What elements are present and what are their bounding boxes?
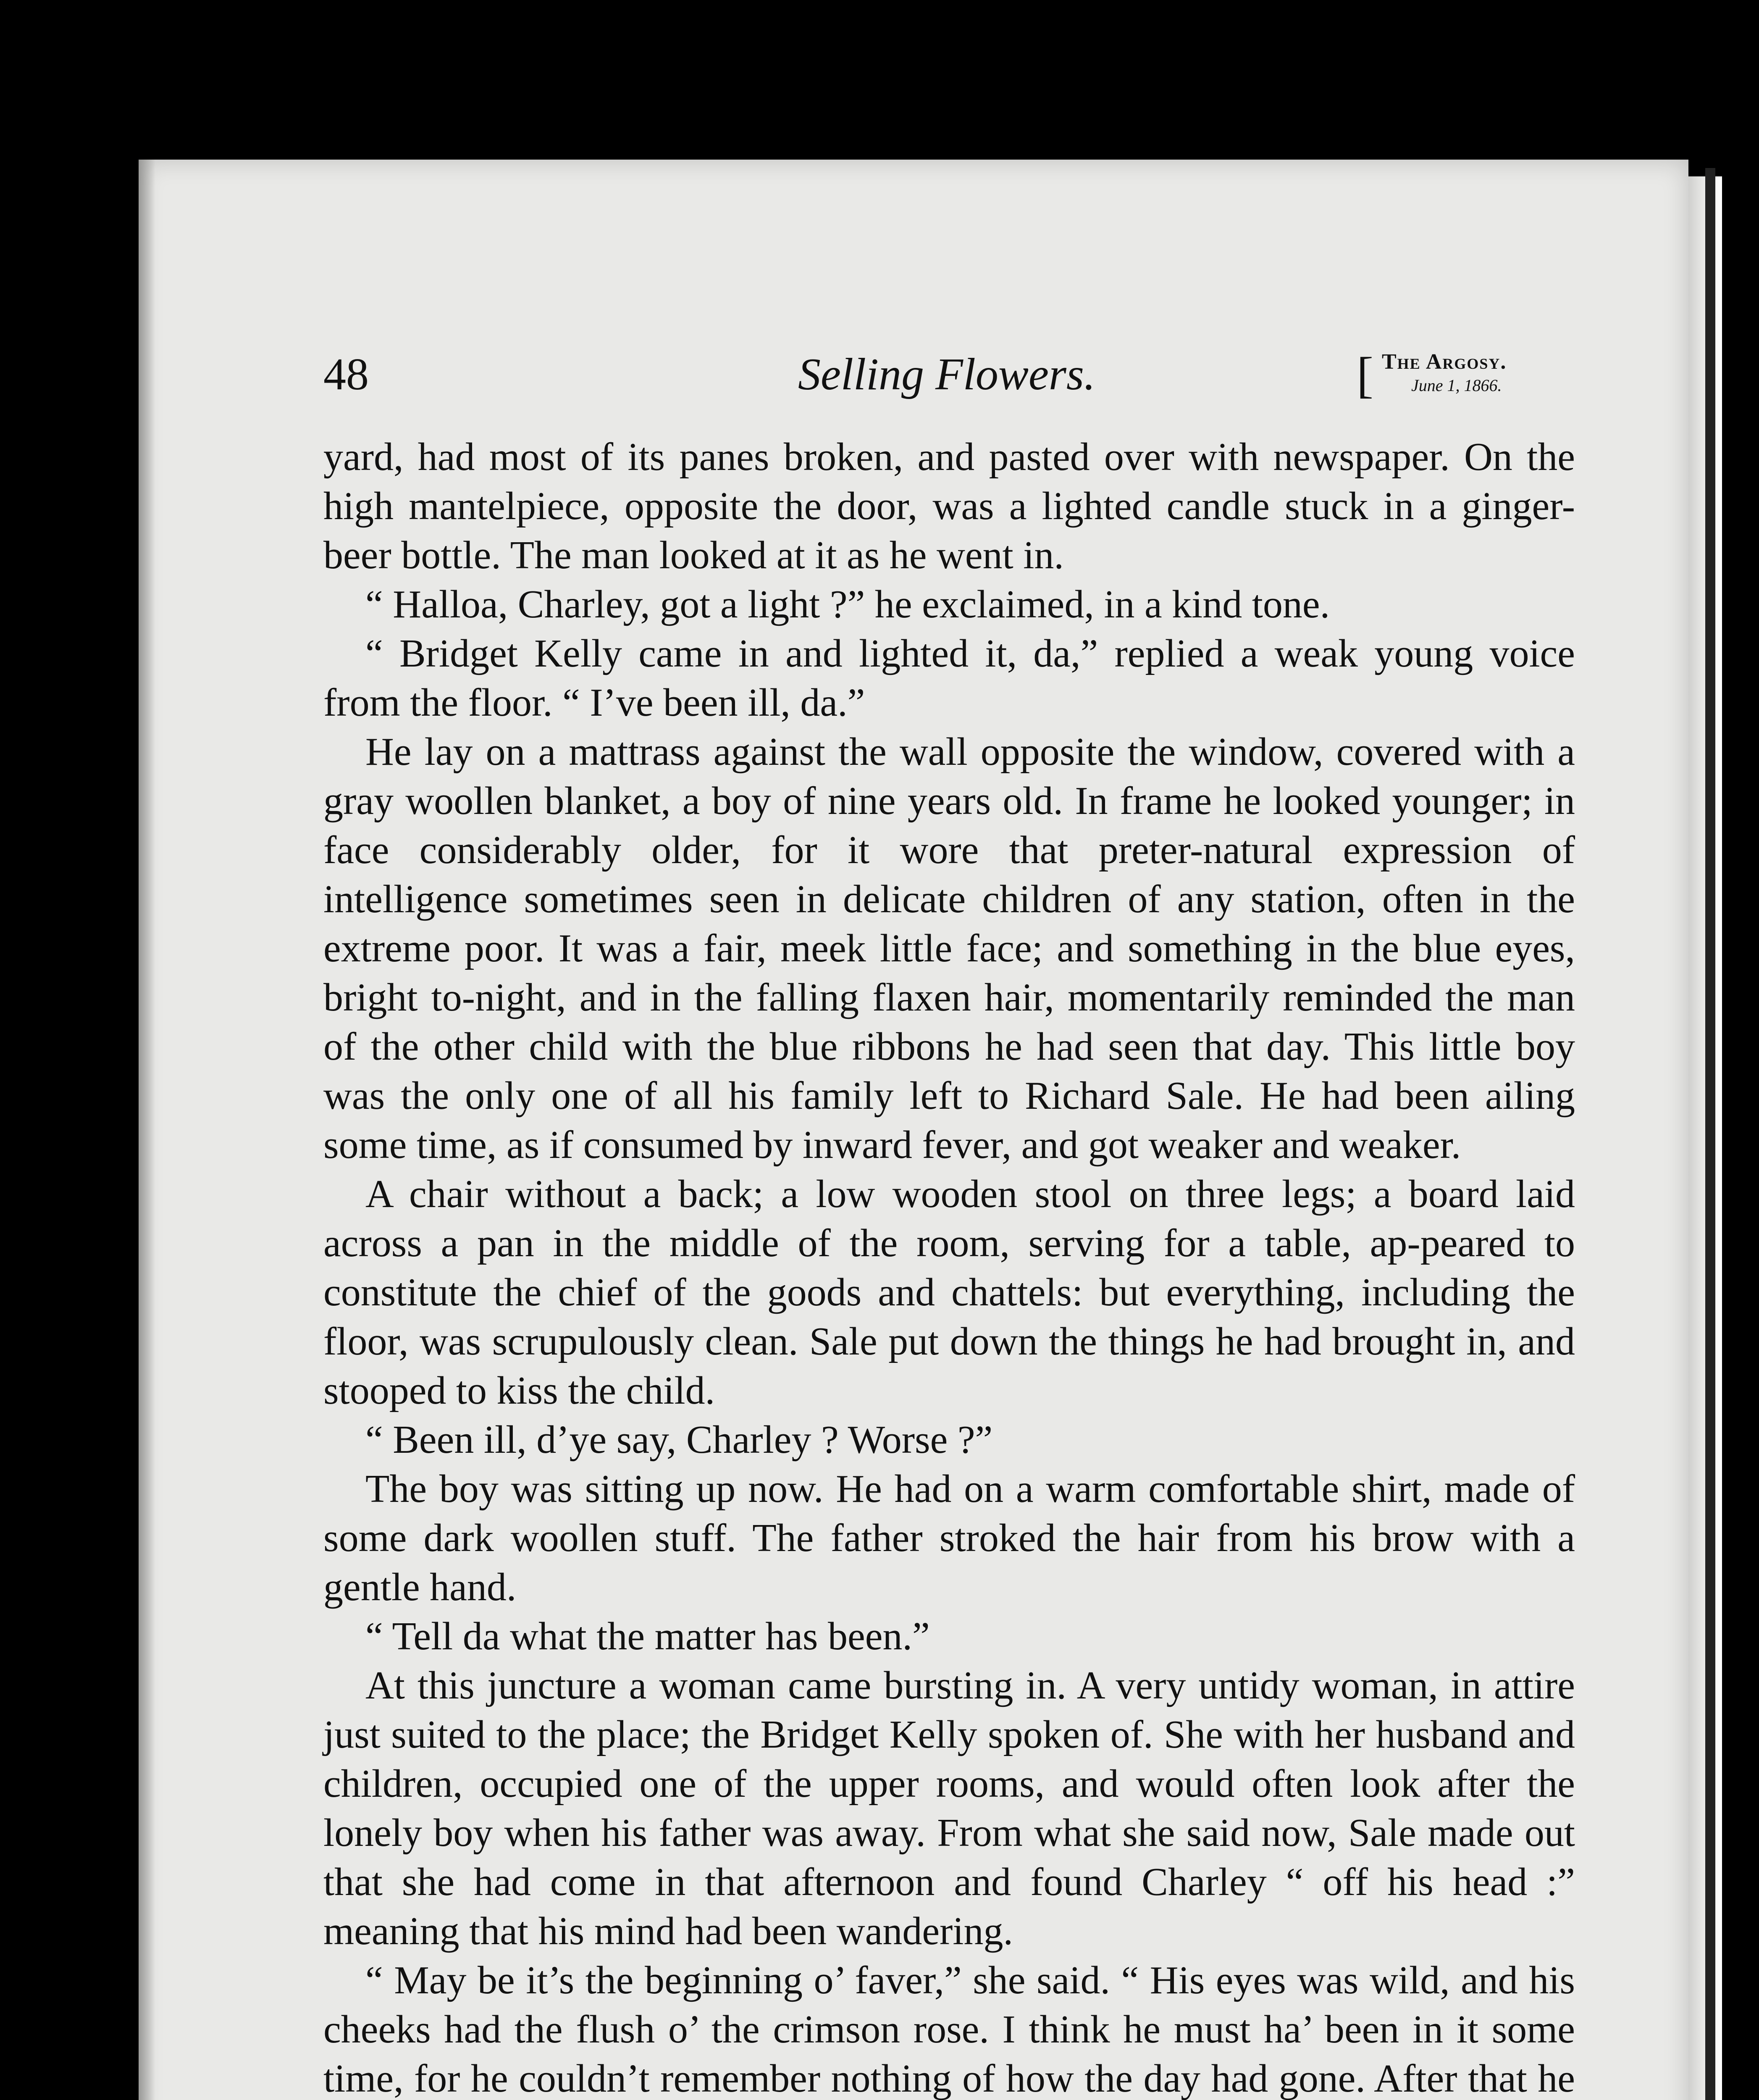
paragraph: “ Bridget Kelly came in and lighted it, da,” replied a weak young voice from the floor. “ I’ve been ill, da.” [323, 632, 1575, 724]
page-gutter-shadow [139, 160, 155, 2100]
paragraph: At this juncture a woman came bursting in. A very untidy woman, in attire just suited to the place; the Bridget Kelly spoken of. She with her husband and children, occupied one of the upper rooms, and would often look after the lonely boy when his father was away. From what she said now, Sale made out that she had come in that afternoon and found Charley “ off his head :” meaning that his mind had been wandering. [323, 1664, 1575, 1953]
paragraph: yard, had most of its panes broken, and pasted over with newspaper. On the high mantelpiece, opposite the door, was a lighted candle stuck in a ginger-beer bottle. The man looked at it as he went in. [323, 435, 1575, 577]
paragraph: A chair without a back; a low wooden stool on three legs; a board laid across a pan in the middle of the room, serving for a table, ap-peared to constitute the chief of the goods and chattels: but everything, including the floor, was scrupulously clean. Sale put down the things he had brought in, and stooped to kiss the child. [323, 1172, 1575, 1412]
paragraph: “ Tell da what the matter has been.” [365, 1614, 930, 1658]
paragraph: “ Halloa, Charley, got a light ?” he exclaimed, in a kind tone. [365, 583, 1330, 626]
paragraph: The boy was sitting up now. He had on a warm comfortable shirt, made of some dark woollen stuff. The father stroked the hair from his brow with a gentle hand. [323, 1467, 1575, 1609]
running-title: Selling Flowers. [798, 349, 1095, 399]
header-bracket: [ [1357, 347, 1373, 403]
page-edge-shadow [1705, 168, 1715, 2100]
paragraph: “ Been ill, d’ye say, Charley ? Worse ?” [365, 1418, 993, 1462]
page-header [323, 349, 1575, 403]
body-text [323, 433, 1575, 2100]
page-number: 48 [323, 349, 369, 399]
paragraph: “ May be it’s the beginning o’ faver,” she said. “ His eyes was wild, and his cheeks had the flush o’ the crimson rose. I think he must ha’ been in it some time, for he couldn’t remember nothing of how the day had gone. After that he [323, 1958, 1575, 2100]
journal-date: June 1, 1866. [1411, 376, 1502, 395]
paragraph: He lay on a mattrass against the wall opposite the window, covered with a gray woollen blanket, a boy of nine years old. In frame he looked younger; in face considerably older, for it wore that preter-natural expression of intelligence sometimes seen in delicate children of any station, often in the extreme poor. It was a fair, meek little face; and something in the blue eyes, bright to-night, and in the falling flaxen hair, momentarily reminded the man of the other child with the blue ribbons he had seen that day. This little boy was the only one of all his family left to Richard Sale. He had been ailing some time, as if consumed by inward fever, and got weaker and weaker. [323, 730, 1575, 1167]
journal-name: The Argosy. [1382, 350, 1507, 374]
